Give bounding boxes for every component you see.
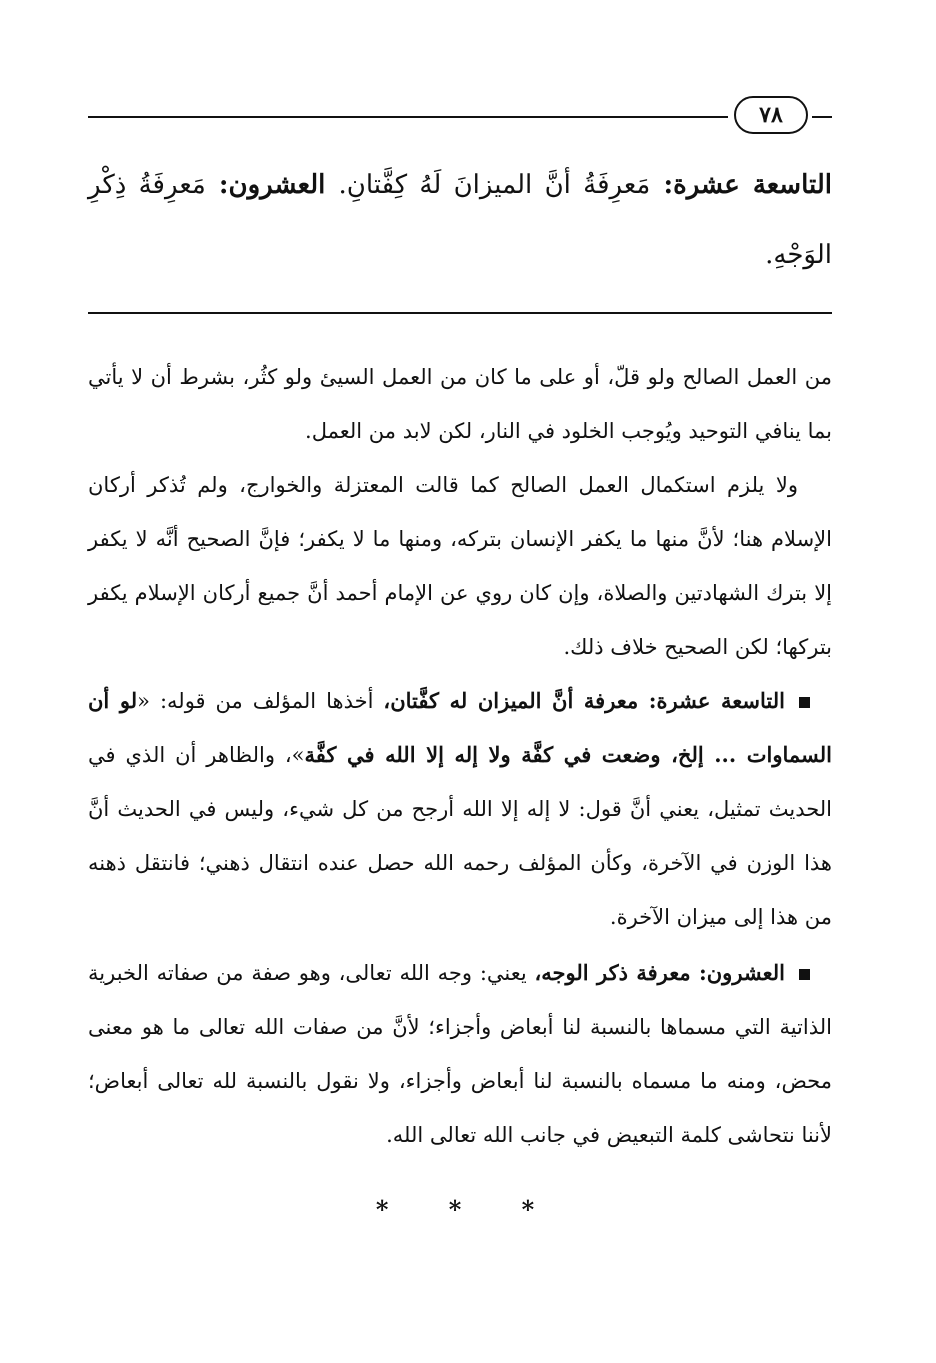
page-number: ٧٨ — [734, 96, 808, 134]
section-divider — [88, 312, 832, 314]
header-rule-end — [812, 116, 832, 118]
matn-text — [88, 150, 832, 290]
commentary-body — [88, 350, 832, 1162]
commentary-point-20 — [88, 946, 832, 1162]
commentary-paragraph: من العمل الصالح ولو قلّ، أو على ما كان من العمل السيئ ولو كثُر، بشرط أن لا يأتي بما ينافي التوحيد ويُوجب الخلود في النار، لكن لابد من العمل. — [88, 365, 832, 443]
point-text: يعني: وجه الله تعالى، وهو صفة من صفاته الخبرية الذاتية التي مسماها بالنسبة لنا أبعاض وأجزاء؛ لأنَّ من صفات الله تعالى ما هو معنى محض، ومنه ما مسماه بالنسبة لنا أبعاض وأجزاء، ولا نقول بالنسبة لله تعالى أبعاض؛ لأننا نتحاشى كلمة التبعيض في جانب الله تعالى الله. — [88, 961, 832, 1147]
point-heading: العشرون: معرفة ذكر الوجه، — [534, 960, 785, 985]
header-rule — [88, 116, 728, 118]
square-bullet-icon — [799, 969, 810, 980]
matn-text-20: مَعرِفَةُ ذِكْرِ الوَجْهِ. — [88, 170, 832, 270]
commentary-point-19 — [88, 674, 832, 944]
point-text: أخذها المؤلف من قوله: « — [137, 689, 384, 713]
square-bullet-icon — [799, 697, 810, 708]
section-separator: * * * — [375, 1195, 561, 1224]
matn-text-19: مَعرِفَةُ أنَّ الميزانَ لَهُ كِفَّتانِ. — [338, 170, 651, 200]
point-text: »، والظاهر أن الذي في الحديث تمثيل، يعني أنَّ قول: لا إله إلا الله أرجح من كل شيء، وليس في الحديث أنَّ هذا الوزن في الآخرة، وكأن المؤلف رحمه الله حصل عنده انتقال ذهني؛ فانتقل ذهنه من هذا إلى ميزان الآخرة. — [88, 743, 832, 929]
matn-heading-19: التاسعة عشرة: — [663, 170, 833, 200]
commentary-paragraph: ولا يلزم استكمال العمل الصالح كما قالت المعتزلة والخوارج، ولم تُذكر أركان الإسلام هنا؛ لأنَّ منها ما يكفر الإنسان بتركه، ومنها ما لا يكفر؛ فإنَّ الصحيح أنَّه لا يكفر إلا بترك الشهادتين والصلاة، وإن كان روي عن الإمام أحمد أنَّ جميع أركان الإسلام يكفر بتركها؛ لكن الصحيح خلاف ذلك. — [88, 473, 832, 659]
matn-heading-20: العشرون: — [218, 170, 326, 200]
point-heading: التاسعة عشرة: معرفة أنَّ الميزان له كفَّتان، — [383, 688, 785, 713]
hadith-quote: لو أن السماوات ... إلخ، وضعت في كفَّة ولا إله إلا الله في كفَّة — [88, 688, 832, 767]
